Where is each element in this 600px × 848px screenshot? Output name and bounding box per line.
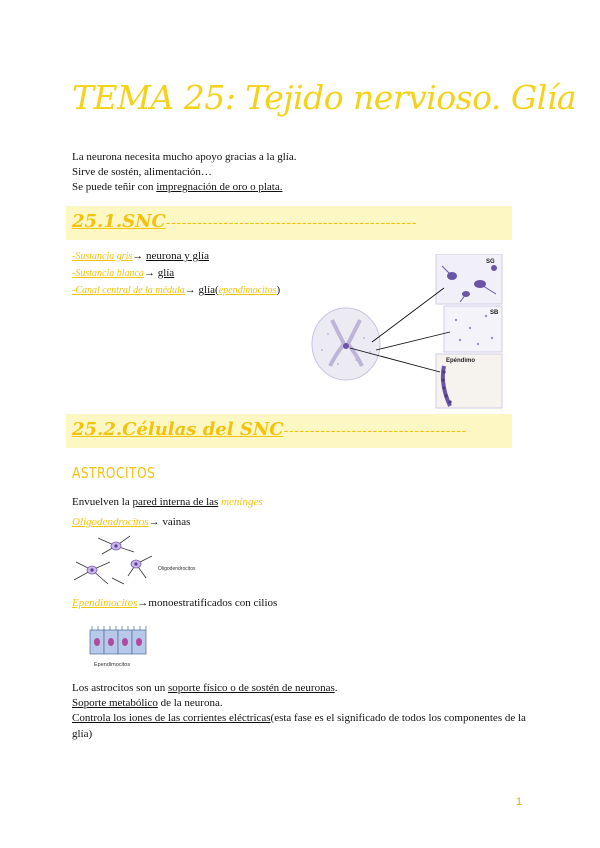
spinal-cord-figure [310, 254, 505, 410]
arrow-to-sb [376, 332, 450, 350]
astro-paragraph-3 [72, 710, 527, 742]
snc-item-value: neurona y glía [146, 250, 209, 262]
p2-link: Soporte metabólico [72, 697, 158, 709]
line-prefix: Envuelven la [72, 496, 133, 508]
snc-item-gris [72, 248, 280, 265]
p1-prefix: Los astrocitos son un [72, 682, 168, 694]
p3-link: Controla los iones de las corrientes eléctricas [72, 712, 271, 724]
astro-paragraph-1 [72, 680, 338, 696]
sb-label: SB [490, 310, 499, 316]
arrow: → [137, 597, 149, 609]
arrow: → [184, 284, 199, 296]
intro-text [72, 150, 297, 195]
astrocitos-line-1 [72, 494, 263, 510]
oligo-term: Oligodendrocitos [72, 516, 149, 528]
epen-value: monoestratificados con cilios [148, 597, 278, 609]
intro-line-3 [72, 180, 297, 195]
section-2-heading [72, 419, 467, 440]
ependimo-label: Epéndimo [446, 358, 476, 364]
intro-line-2: Sirve de sostén, alimentación… [72, 166, 212, 178]
section-1-dashes: ------------------------------------------------ [165, 215, 417, 231]
p1-suffix: . [334, 682, 338, 694]
snc-item-key: -Sustancia blanca [72, 268, 144, 279]
snc-item-key: -Canal central de la médula [72, 285, 185, 296]
epen-line [72, 595, 277, 611]
oligo-value: vainas [162, 516, 191, 528]
arrow: → [148, 516, 163, 528]
arrow: → [132, 250, 147, 262]
astrocitos-heading: ASTROCITOS [72, 464, 156, 482]
section-1-title: 25.1.SNC [72, 211, 166, 232]
snc-item-canal: -Canal central de la médula→ glía(ependimocitos) [72, 284, 281, 296]
p1-link: soporte físico o de sostén de neuronas [167, 682, 335, 694]
snc-item-blanca [72, 265, 280, 282]
sg-label: SG [486, 259, 495, 265]
section-2-dashes: ----------------------------------- [283, 423, 467, 439]
central-canal [343, 343, 349, 349]
snc-list [72, 248, 280, 299]
snc-item-value: glía [157, 267, 175, 279]
snc-item-paren: ependimocitos [218, 285, 277, 296]
intro-line-3-prefix: Se puede teñir con [72, 181, 157, 193]
ependymocyte-figure [88, 624, 158, 670]
astro-paragraph-2 [72, 695, 223, 711]
oligodendrocyte-figure [72, 532, 232, 588]
arrow: → [143, 267, 158, 279]
epen-fig-label: Ependimocitos [94, 662, 131, 668]
intro-line-3-link: impregnación de oro o plata. [156, 181, 283, 193]
oligo-fig-label: Oligodendrocitos [158, 566, 196, 572]
section-2-title: 25.2.Células del SNC [72, 419, 284, 440]
epen-term: Ependimocitos [72, 597, 138, 609]
page-title: TEMA 25: Tejido nervioso. Glía [72, 78, 577, 117]
section-1-heading [72, 211, 417, 232]
line-link: pared interna de las [132, 496, 219, 508]
page-number: 1 [516, 796, 523, 808]
meninges-term: meninges [218, 496, 263, 508]
snc-item-value: glía [198, 284, 216, 296]
snc-item-key: -Sustancia gris [72, 251, 133, 262]
intro-line-1: La neurona necesita mucho apoyo gracias a la glía. [72, 151, 297, 163]
arrow-to-sg [372, 288, 444, 342]
p3-suffix: (esta fase es el significado de todos los componentes de la glía) [72, 712, 526, 740]
oligo-line [72, 514, 190, 530]
p2-suffix: de la neurona. [157, 697, 223, 709]
